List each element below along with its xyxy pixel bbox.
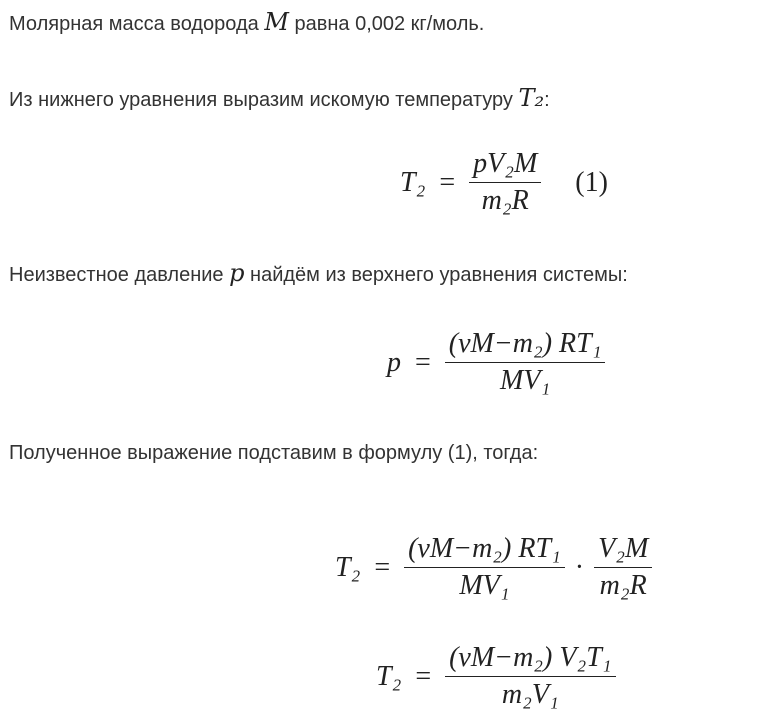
multiply-dot: · (574, 551, 585, 583)
text: найдём из верхнего уравнения системы: (244, 264, 628, 286)
eq-op: = (415, 660, 432, 692)
equation-2 (387, 328, 605, 397)
math-var: M (264, 8, 289, 36)
equation-4 (376, 642, 616, 711)
eq-op: = (439, 166, 456, 198)
denominator: m₂R (599, 570, 647, 601)
denominator: MV₁ (500, 365, 551, 396)
eq-op: = (374, 551, 391, 583)
text-line-molar-mass (9, 8, 484, 36)
numerator: (νM−m₂) RT₁ (404, 533, 565, 568)
fraction (445, 328, 606, 397)
numerator: V₂M (594, 533, 652, 568)
text: Полученное выражение подставим в формулу (1), тогда: (9, 442, 539, 464)
text: Неизвестное давление (9, 264, 230, 286)
fraction (404, 533, 565, 602)
fraction (445, 642, 615, 711)
math-var: T₂ (518, 84, 545, 112)
text: Молярная масса водорода (9, 13, 265, 35)
text: равна 0,002 кг/моль. (288, 13, 485, 35)
eq-lhs: T₂ (376, 660, 402, 692)
denominator: m₂R (481, 185, 529, 216)
eq-op: = (415, 346, 431, 378)
numerator: (νM−m₂) RT₁ (445, 328, 606, 363)
math-var: p (229, 259, 245, 287)
text: Из нижнего уравнения выразим искомую температуру (9, 89, 519, 111)
fraction (469, 148, 541, 217)
text-line-pressure (9, 259, 628, 287)
text-line-express-t2 (9, 84, 550, 112)
numerator: (νM−m₂) V₂T₁ (445, 642, 615, 677)
equation-3 (335, 533, 652, 602)
eq-lhs: T₂ (335, 551, 361, 583)
fraction (594, 533, 652, 602)
numerator: pV₂M (469, 148, 541, 183)
equation-tag: (1) (575, 166, 608, 198)
text-line-substitute (9, 442, 538, 465)
equation-1 (400, 148, 608, 217)
eq-lhs: T₂ (400, 166, 426, 198)
denominator: m₂V₁ (501, 679, 559, 710)
text: : (544, 89, 550, 111)
eq-lhs: p (387, 346, 401, 378)
denominator: MV₁ (459, 570, 510, 601)
